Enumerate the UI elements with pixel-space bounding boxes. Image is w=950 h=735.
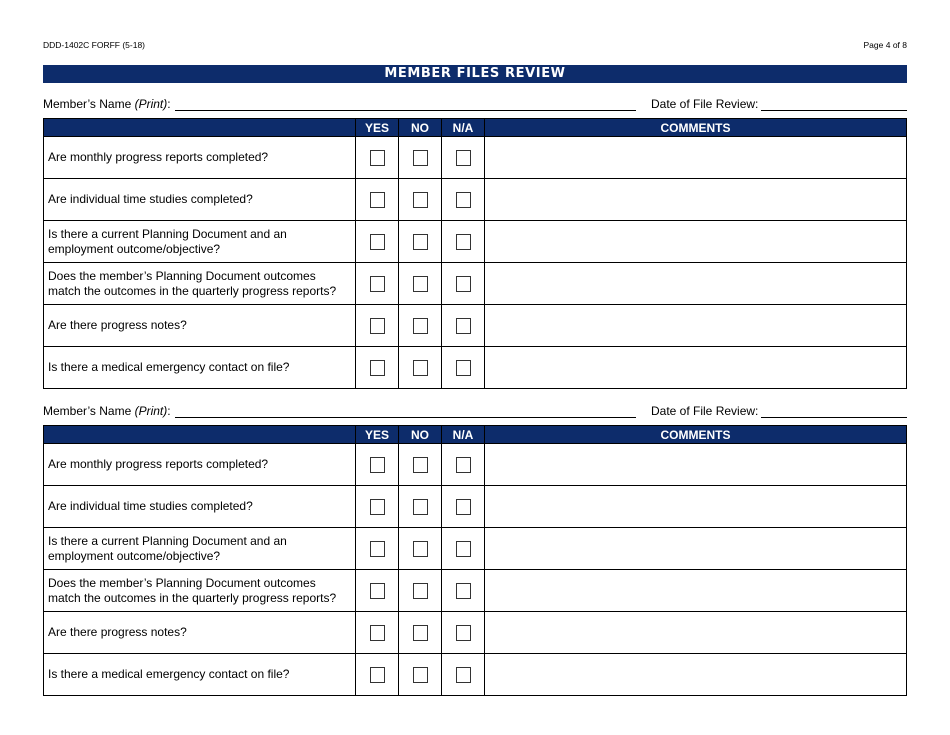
no-checkbox[interactable] — [413, 150, 428, 166]
na-checkbox[interactable] — [456, 360, 471, 376]
na-checkbox[interactable] — [456, 276, 471, 292]
comments-cell[interactable] — [485, 486, 907, 528]
na-column-header: N/A — [442, 426, 485, 444]
no-column-header: NO — [399, 426, 442, 444]
comments-cell[interactable] — [485, 221, 907, 263]
table-row — [44, 305, 907, 347]
question-text: Does the member’s Planning Document outcomes match the outcomes in the quarterly progress reports? — [44, 263, 356, 305]
question-text: Is there a medical emergency contact on file? — [44, 347, 356, 389]
na-checkbox[interactable] — [456, 541, 471, 557]
no-checkbox[interactable] — [413, 318, 428, 334]
review-section-2 — [43, 425, 907, 696]
yes-checkbox[interactable] — [370, 234, 385, 250]
question-text: Are individual time studies completed? — [44, 179, 356, 221]
yes-checkbox[interactable] — [370, 625, 385, 641]
yes-checkbox[interactable] — [370, 667, 385, 683]
comments-cell[interactable] — [485, 570, 907, 612]
review-section-1 — [43, 118, 907, 389]
comments-cell[interactable] — [485, 444, 907, 486]
comments-cell[interactable] — [485, 347, 907, 389]
question-text: Does the member’s Planning Document outcomes match the outcomes in the quarterly progress reports? — [44, 570, 356, 612]
no-checkbox[interactable] — [413, 276, 428, 292]
table-row — [44, 612, 907, 654]
question-text: Is there a current Planning Document and an employment outcome/objective? — [44, 221, 356, 263]
comments-column-header: COMMENTS — [485, 119, 907, 137]
member-name-input[interactable] — [175, 110, 636, 111]
yes-checkbox[interactable] — [370, 541, 385, 557]
table-row — [44, 179, 907, 221]
table-row — [44, 263, 907, 305]
comments-cell[interactable] — [485, 612, 907, 654]
comments-cell[interactable] — [485, 528, 907, 570]
no-checkbox[interactable] — [413, 583, 428, 599]
yes-checkbox[interactable] — [370, 318, 385, 334]
question-text: Are there progress notes? — [44, 612, 356, 654]
na-checkbox[interactable] — [456, 499, 471, 515]
member-name-input[interactable] — [175, 417, 636, 418]
table-header-row — [44, 119, 907, 137]
question-column-header — [44, 426, 356, 444]
no-checkbox[interactable] — [413, 192, 428, 208]
yes-column-header: YES — [356, 119, 399, 137]
table-row — [44, 654, 907, 696]
file-review-date-input[interactable] — [761, 110, 907, 111]
yes-checkbox[interactable] — [370, 192, 385, 208]
member-name-label: Member’s Name (Print): — [43, 97, 171, 111]
question-text: Are individual time studies completed? — [44, 486, 356, 528]
member-name-row — [43, 404, 907, 420]
comments-cell[interactable] — [485, 137, 907, 179]
no-checkbox[interactable] — [413, 499, 428, 515]
na-checkbox[interactable] — [456, 625, 471, 641]
form-id: DDD-1402C FORFF (5-18) — [43, 40, 146, 50]
na-checkbox[interactable] — [456, 192, 471, 208]
review-table — [43, 118, 907, 389]
table-header-row — [44, 426, 907, 444]
file-review-date-label: Date of File Review: — [651, 97, 759, 111]
na-checkbox[interactable] — [456, 457, 471, 473]
file-review-date-label: Date of File Review: — [651, 404, 759, 418]
member-name-label: Member’s Name (Print): — [43, 404, 171, 418]
page-number: Page 4 of 8 — [863, 40, 907, 50]
table-row — [44, 221, 907, 263]
no-checkbox[interactable] — [413, 541, 428, 557]
na-checkbox[interactable] — [456, 583, 471, 599]
question-column-header — [44, 119, 356, 137]
comments-cell[interactable] — [485, 263, 907, 305]
na-checkbox[interactable] — [456, 318, 471, 334]
member-name-row — [43, 97, 907, 113]
table-row — [44, 528, 907, 570]
yes-checkbox[interactable] — [370, 360, 385, 376]
yes-checkbox[interactable] — [370, 499, 385, 515]
table-row — [44, 444, 907, 486]
comments-column-header: COMMENTS — [485, 426, 907, 444]
table-row — [44, 570, 907, 612]
yes-checkbox[interactable] — [370, 150, 385, 166]
page-title: MEMBER FILES REVIEW — [43, 65, 907, 83]
yes-checkbox[interactable] — [370, 276, 385, 292]
table-row — [44, 486, 907, 528]
no-checkbox[interactable] — [413, 234, 428, 250]
comments-cell[interactable] — [485, 654, 907, 696]
comments-cell[interactable] — [485, 305, 907, 347]
question-text: Are monthly progress reports completed? — [44, 444, 356, 486]
review-table — [43, 425, 907, 696]
na-checkbox[interactable] — [456, 234, 471, 250]
question-text: Are monthly progress reports completed? — [44, 137, 356, 179]
na-column-header: N/A — [442, 119, 485, 137]
yes-checkbox[interactable] — [370, 583, 385, 599]
no-checkbox[interactable] — [413, 457, 428, 473]
table-row — [44, 347, 907, 389]
no-column-header: NO — [399, 119, 442, 137]
question-text: Are there progress notes? — [44, 305, 356, 347]
file-review-date-input[interactable] — [761, 417, 907, 418]
yes-checkbox[interactable] — [370, 457, 385, 473]
question-text: Is there a medical emergency contact on file? — [44, 654, 356, 696]
yes-column-header: YES — [356, 426, 399, 444]
no-checkbox[interactable] — [413, 667, 428, 683]
no-checkbox[interactable] — [413, 360, 428, 376]
na-checkbox[interactable] — [456, 150, 471, 166]
na-checkbox[interactable] — [456, 667, 471, 683]
table-row — [44, 137, 907, 179]
comments-cell[interactable] — [485, 179, 907, 221]
question-text: Is there a current Planning Document and an employment outcome/objective? — [44, 528, 356, 570]
no-checkbox[interactable] — [413, 625, 428, 641]
